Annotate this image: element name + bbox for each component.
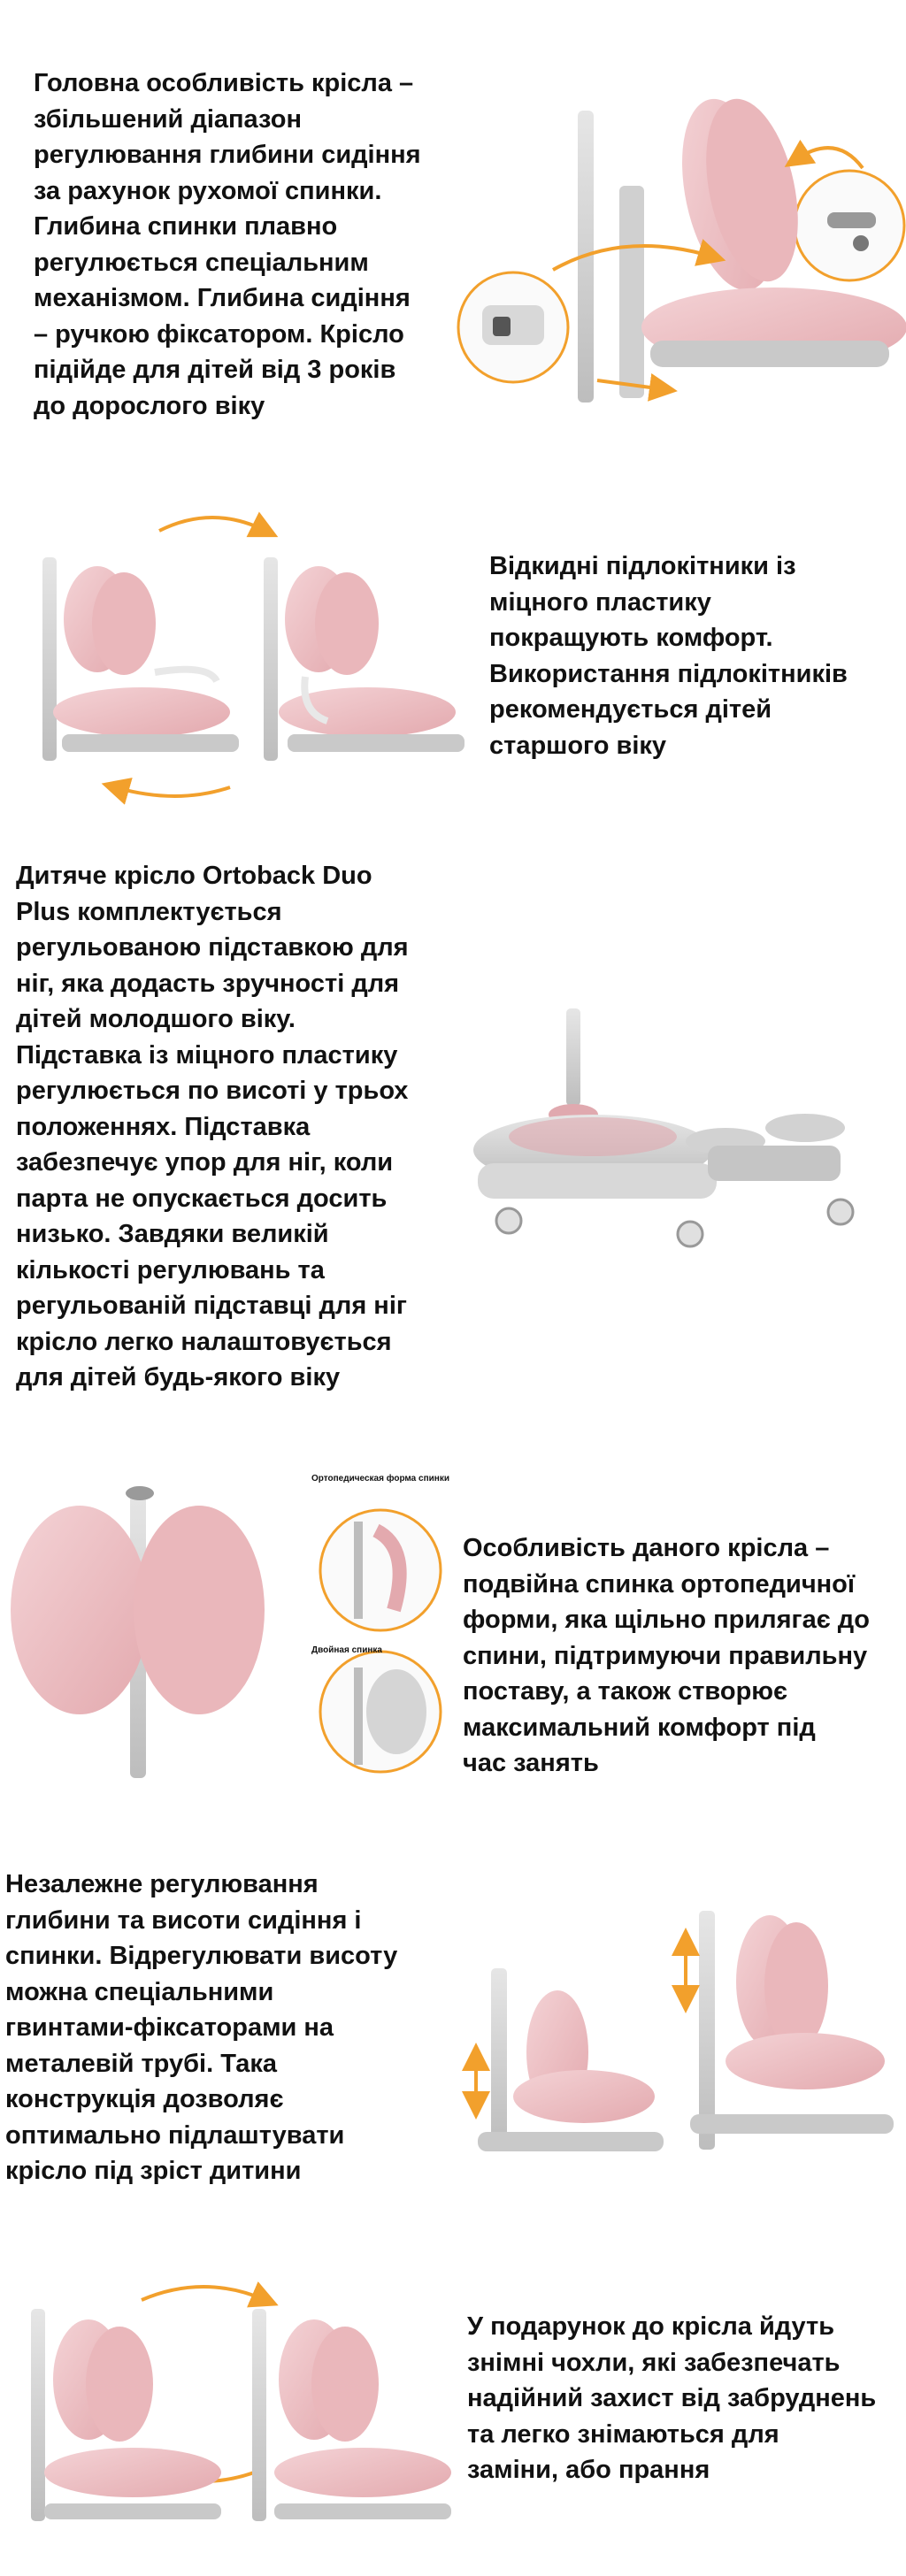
section-backrest xyxy=(0,1433,906,1822)
depth-description: Головна особливість крісла – збільшений діапазон регулювання глибини сидіння за рахунок рухомої спинки. Глибина спинки плавно регулюється спеціальним механізмом. Глибина сидіння – ручкою фіксатором. Крісло підійде для дітей від 3 років до дорослого віку xyxy=(34,69,421,420)
armrests-chairs-illustration xyxy=(0,495,469,814)
section-depth xyxy=(0,0,906,460)
ortho-shape-label: Ортопедическая форма спинки xyxy=(311,1474,449,1484)
armrests-description: Відкидні підлокітники із міцного пластику покращують комфорт. Використання підлокітників рекомендується дітей старшого віку xyxy=(489,552,848,760)
section-footrest xyxy=(0,832,906,1433)
section-height xyxy=(0,1822,906,2194)
backrest-main-illustration xyxy=(9,1486,265,1778)
footrest-description: Дитяче крісло Ortoback Duo Plus комплектується регульованою підставкою для ніг, яка додасть зручності для дітей молодшого віку. Підставка із міцного пластику регулюється по висоті у трьох положеннях. Підставка забезпечує упор для ніг, коли парта не опускається досить низько. Завдяки великій кількості регулювань та регульованій підставці для ніг крісло легко налаштовується для дітей будь-якого віку xyxy=(16,862,409,1392)
height-description: Незалежне регулювання глибини та висоти сидіння і спинки. Відрегулювати висоту можна спеціальними гвинтами-фіксаторами на металевій трубі. Така конструкція дозволяє оптимально підлаштувати крісло під зріст дитини xyxy=(5,1870,398,2185)
covers-chairs-illustration xyxy=(0,2247,460,2539)
depth-chair-illustration xyxy=(447,35,906,442)
double-back-label: Двойная спинка xyxy=(311,1645,382,1655)
height-chairs-illustration xyxy=(460,1840,906,2176)
footrest-base-illustration xyxy=(460,1008,902,1265)
section-covers xyxy=(0,2194,906,2576)
backrest-detail-insets xyxy=(292,1468,469,1787)
section-armrests xyxy=(0,460,906,832)
backrest-description: Особливість даного крісла – подвійна спинка ортопедичної форми, яка щільно прилягає до спини, підтримуючи правильну поставу, а також створює максимальний комфорт під час занять xyxy=(463,1534,870,1777)
covers-description: У подарунок до крісла йдуть знімні чохли, які забезпечать надійний захист від забруднень та легко знімаються для заміни, або прання xyxy=(467,2312,877,2484)
